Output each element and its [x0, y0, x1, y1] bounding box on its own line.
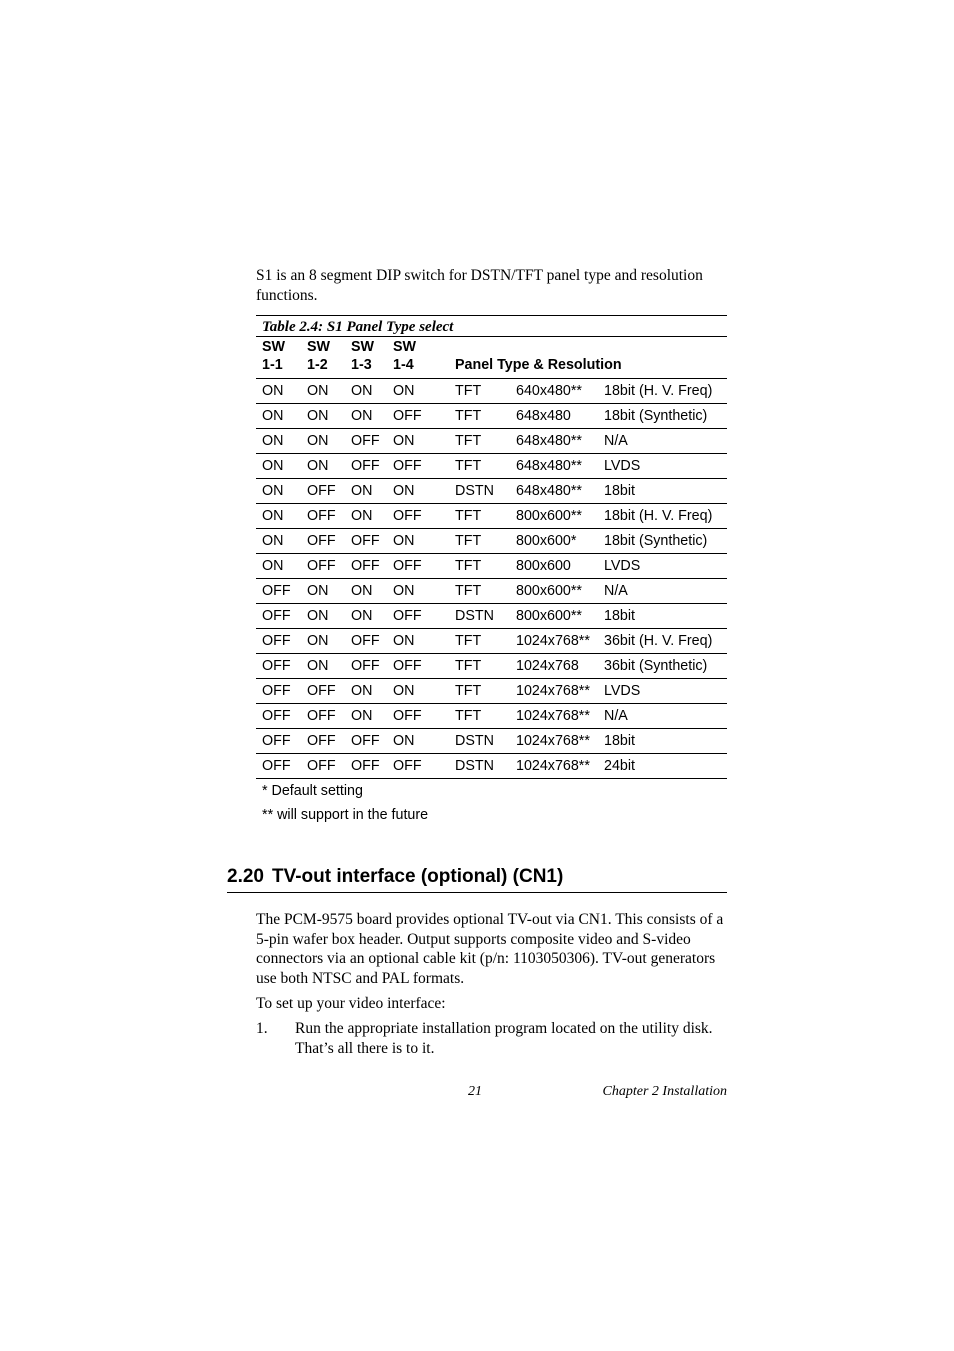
table-cell: ON — [387, 428, 449, 453]
table-cell: OFF — [345, 728, 387, 753]
table-cell: DSTN — [449, 603, 510, 628]
table-cell: 18bit — [598, 728, 727, 753]
table-cell: TFT — [449, 378, 510, 403]
table-row — [256, 428, 727, 453]
header-sw-1-2: SW 1-2 — [301, 337, 345, 378]
table-cell: OFF — [387, 603, 449, 628]
table-cell: ON — [256, 453, 301, 478]
table-cell: ON — [345, 403, 387, 428]
table-cell: 648x480 — [510, 403, 598, 428]
table-cell: ON — [256, 478, 301, 503]
header-sw-1-1: SW 1-1 — [256, 337, 301, 378]
table-cell: TFT — [449, 528, 510, 553]
table-cell: OFF — [345, 753, 387, 778]
table-cell: OFF — [301, 753, 345, 778]
table-row — [256, 528, 727, 553]
table-cell: TFT — [449, 653, 510, 678]
table-row — [256, 703, 727, 728]
table-cell: ON — [345, 603, 387, 628]
table-cell: 800x600** — [510, 578, 598, 603]
table-cell: ON — [256, 503, 301, 528]
table-cell: 24bit — [598, 753, 727, 778]
table-cell: 800x600** — [510, 503, 598, 528]
table-caption: Table 2.4: S1 Panel Type select — [256, 315, 727, 337]
table-cell: ON — [387, 478, 449, 503]
table-cell: OFF — [387, 403, 449, 428]
table-row — [256, 478, 727, 503]
table-cell: TFT — [449, 703, 510, 728]
table-cell: ON — [256, 403, 301, 428]
table-cell: LVDS — [598, 453, 727, 478]
page-number: 21 — [468, 1084, 482, 1099]
table-cell: ON — [387, 378, 449, 403]
body-paragraph: The PCM-9575 board provides optional TV-out via CN1. This consists of a 5-pin wafer box header. Output supports composite video and S-video connectors via an optional cable kit (p/n: 1103050306). TV-out generators use both NTSC and PAL formats. — [256, 911, 724, 987]
table-cell: OFF — [256, 728, 301, 753]
table-cell: OFF — [345, 653, 387, 678]
table-cell: OFF — [345, 553, 387, 578]
table-cell: 1024x768** — [510, 728, 598, 753]
table-cell: LVDS — [598, 553, 727, 578]
table-cell: OFF — [345, 628, 387, 653]
list-item — [256, 1019, 728, 1058]
table-cell: OFF — [387, 703, 449, 728]
section-heading — [227, 864, 727, 893]
table-cell: OFF — [345, 453, 387, 478]
table-cell: TFT — [449, 628, 510, 653]
table-cell: ON — [345, 703, 387, 728]
table-cell: OFF — [256, 678, 301, 703]
table-cell: 1024x768** — [510, 753, 598, 778]
table-cell: ON — [301, 403, 345, 428]
table-cell: ON — [345, 478, 387, 503]
table-cell: 648x480** — [510, 428, 598, 453]
table-cell: 800x600 — [510, 553, 598, 578]
table-header-row — [256, 337, 727, 378]
table-cell: OFF — [256, 603, 301, 628]
table-cell: OFF — [301, 503, 345, 528]
table-cell: OFF — [345, 428, 387, 453]
table-cell: ON — [301, 653, 345, 678]
note-default-setting: * Default setting — [262, 782, 363, 799]
table-cell: OFF — [301, 553, 345, 578]
table-cell: OFF — [387, 453, 449, 478]
table-cell: 800x600** — [510, 603, 598, 628]
table-cell: DSTN — [449, 753, 510, 778]
panel-type-table-block — [256, 315, 727, 827]
setup-paragraph: To set up your video interface: — [256, 995, 446, 1012]
table-cell: ON — [345, 578, 387, 603]
table-cell: ON — [256, 378, 301, 403]
table-cell: 18bit (Synthetic) — [598, 403, 727, 428]
table-cell: OFF — [256, 578, 301, 603]
note-future-support: ** will support in the future — [262, 806, 429, 823]
table-cell: OFF — [387, 503, 449, 528]
table-cell: ON — [387, 728, 449, 753]
table-cell: ON — [345, 378, 387, 403]
section-title: TV-out interface (optional) (CN1) — [271, 866, 564, 887]
table-cell: OFF — [256, 753, 301, 778]
table-cell: OFF — [301, 703, 345, 728]
table-cell: TFT — [449, 403, 510, 428]
table-cell: 800x600* — [510, 528, 598, 553]
step-list — [256, 1019, 728, 1058]
table-cell: TFT — [449, 503, 510, 528]
table-cell: 1024x768 — [510, 653, 598, 678]
table-cell: 648x480** — [510, 453, 598, 478]
table-cell: DSTN — [449, 478, 510, 503]
table-cell: OFF — [387, 553, 449, 578]
table-cell: OFF — [387, 653, 449, 678]
table-cell: ON — [387, 678, 449, 703]
table-cell: ON — [301, 428, 345, 453]
table-cell: ON — [301, 603, 345, 628]
table-cell: OFF — [256, 628, 301, 653]
table-row — [256, 628, 727, 653]
table-cell: OFF — [301, 728, 345, 753]
table-row — [256, 728, 727, 753]
table-cell: TFT — [449, 553, 510, 578]
table-row — [256, 678, 727, 703]
table-cell: ON — [301, 578, 345, 603]
table-cell: 18bit — [598, 603, 727, 628]
table-cell: ON — [387, 628, 449, 653]
table-row — [256, 578, 727, 603]
table-cell: 648x480** — [510, 478, 598, 503]
step-number: 1. — [256, 1020, 268, 1037]
table-cell: N/A — [598, 703, 727, 728]
header-panel-type-resolution: Panel Type & Resolution — [449, 337, 727, 378]
table-row — [256, 753, 727, 778]
table-row — [256, 653, 727, 678]
table-cell: 36bit (Synthetic) — [598, 653, 727, 678]
table-cell: ON — [301, 453, 345, 478]
table-body — [256, 378, 727, 778]
table-cell: OFF — [301, 528, 345, 553]
table-cell: 1024x768** — [510, 628, 598, 653]
header-sw-1-3: SW 1-3 — [345, 337, 387, 378]
table-row — [256, 453, 727, 478]
table-cell: ON — [345, 503, 387, 528]
table-cell: ON — [387, 578, 449, 603]
table-cell: 640x480** — [510, 378, 598, 403]
table-cell: 18bit — [598, 478, 727, 503]
table-cell: 1024x768** — [510, 678, 598, 703]
table-cell: OFF — [345, 528, 387, 553]
table-cell: TFT — [449, 453, 510, 478]
table-row — [256, 378, 727, 403]
table-cell: 18bit (Synthetic) — [598, 528, 727, 553]
step-text: Run the appropriate installation program located on the utility disk. That’s all there is to it. — [295, 1020, 713, 1057]
table-cell: TFT — [449, 578, 510, 603]
table-cell: OFF — [301, 478, 345, 503]
section-number: 2.20 — [227, 866, 264, 887]
table-cell: ON — [256, 553, 301, 578]
table-row — [256, 503, 727, 528]
table-cell: N/A — [598, 428, 727, 453]
table-row — [256, 553, 727, 578]
table-cell: OFF — [301, 678, 345, 703]
table-cell: OFF — [256, 703, 301, 728]
table-cell: N/A — [598, 578, 727, 603]
chapter-label: Chapter 2 Installation — [602, 1084, 727, 1099]
table-cell: TFT — [449, 428, 510, 453]
table-cell: DSTN — [449, 728, 510, 753]
intro-paragraph: S1 is an 8 segment DIP switch for DSTN/TFT panel type and resolution functions. — [256, 267, 703, 304]
table-cell: 18bit (H. V. Freq) — [598, 503, 727, 528]
table-row — [256, 603, 727, 628]
table-cell: LVDS — [598, 678, 727, 703]
table-cell: 18bit (H. V. Freq) — [598, 378, 727, 403]
table-cell: ON — [345, 678, 387, 703]
table-cell: TFT — [449, 678, 510, 703]
table-cell: ON — [387, 528, 449, 553]
table-cell: ON — [301, 628, 345, 653]
header-sw-1-4: SW 1-4 — [387, 337, 449, 378]
table-cell: 1024x768** — [510, 703, 598, 728]
table-cell: OFF — [256, 653, 301, 678]
table-cell: ON — [256, 428, 301, 453]
table-row — [256, 403, 727, 428]
table-cell: 36bit (H. V. Freq) — [598, 628, 727, 653]
table-cell: ON — [301, 378, 345, 403]
table-cell: OFF — [387, 753, 449, 778]
table-cell: ON — [256, 528, 301, 553]
panel-type-table — [256, 337, 727, 779]
